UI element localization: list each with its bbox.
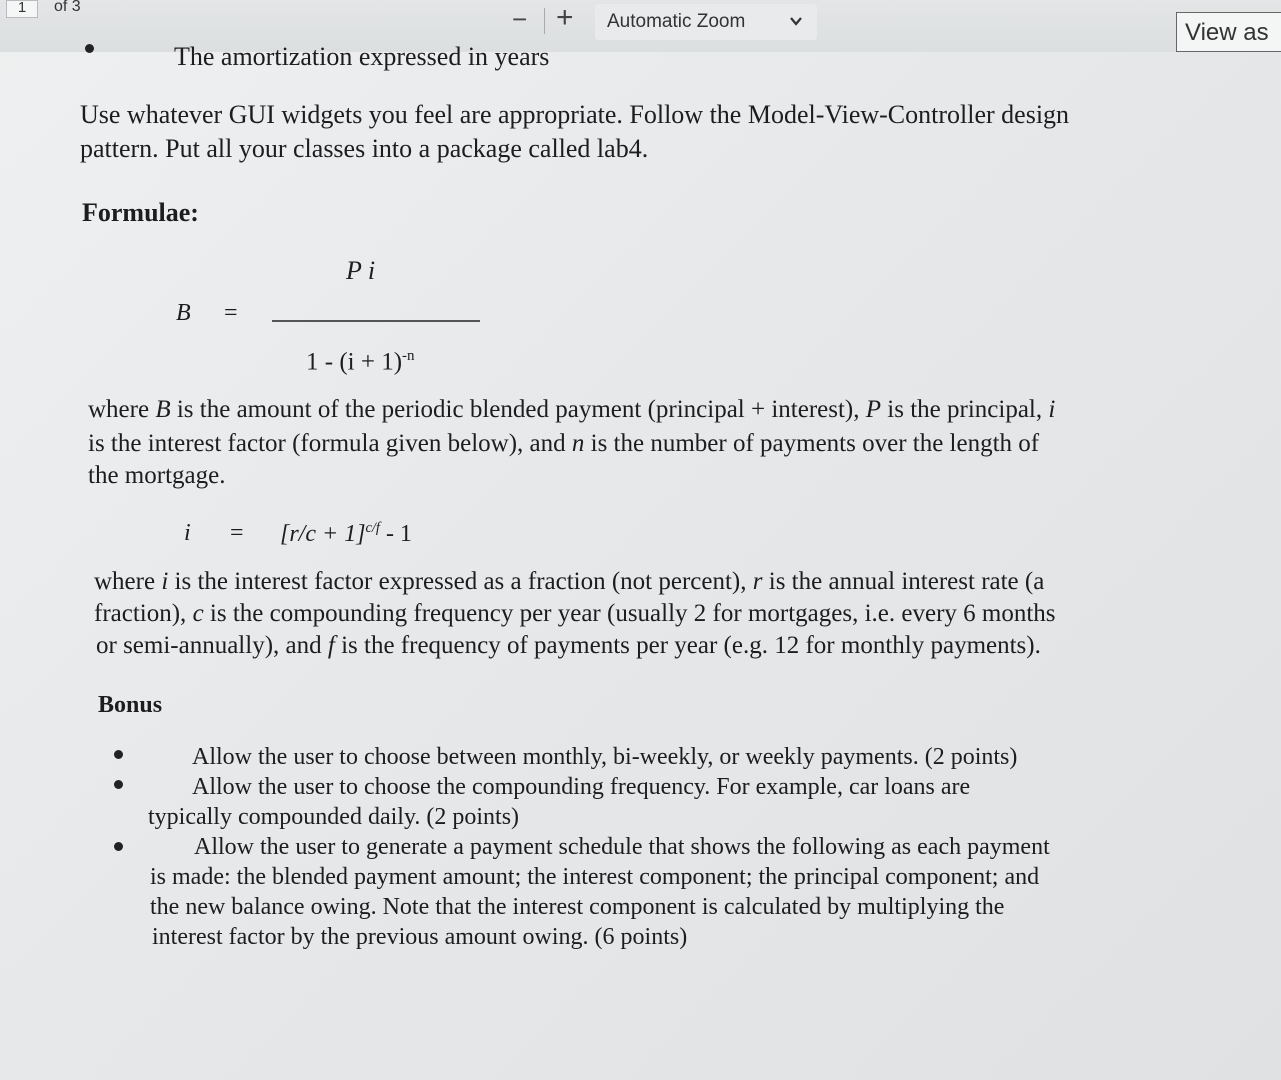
- text: is the amount of the periodic blended payment (principal + interest),: [170, 396, 866, 423]
- bullet-icon: [114, 780, 123, 789]
- page-number-input[interactable]: 1: [6, 0, 38, 18]
- zoom-out-button[interactable]: −: [512, 4, 528, 34]
- formula2-equals: =: [230, 520, 244, 546]
- bonus-item-3-line-4: interest factor by the previous amount owing. (6 points): [152, 924, 688, 950]
- text: is the frequency of payments per year (e.g. 12 for monthly payments).: [334, 632, 1041, 659]
- bonus-item-3-line-3: the new balance owing. Note that the interest component is calculated by multiplying the: [150, 894, 1005, 920]
- formula1-lhs: B: [176, 300, 191, 326]
- where2-line-1: [94, 568, 1044, 596]
- formula1-equals: =: [224, 300, 238, 326]
- bonus-item-1: Allow the user to choose between monthly, bi-weekly, or weekly payments. (2 points): [192, 744, 1018, 770]
- var-r: r: [752, 568, 763, 595]
- bullet-icon: [114, 750, 123, 759]
- bonus-heading: Bonus: [98, 692, 163, 718]
- bonus-item-3-line-1: Allow the user to generate a payment schedule that shows the following as each payment: [194, 834, 1050, 860]
- zoom-select-value: Automatic Zoom: [607, 11, 746, 32]
- where1-line-3: the mortgage.: [88, 462, 226, 489]
- text: or semi-annually), and: [96, 632, 328, 659]
- text: is the number of payments over the length of: [584, 430, 1040, 457]
- where2-line-2: [94, 600, 1056, 628]
- bullet-icon: [85, 44, 94, 53]
- where1-line-2: [88, 430, 1039, 458]
- bonus-item-2-line-2: typically compounded daily. (2 points): [148, 804, 520, 830]
- bonus-item-2-line-1: Allow the user to choose the compounding frequency. For example, car loans are: [192, 774, 971, 800]
- formula1-fraction-bar: [272, 320, 480, 322]
- var-c: c: [192, 600, 204, 627]
- var-b: B: [155, 396, 171, 423]
- var-i: i: [1048, 396, 1056, 423]
- var-n: n: [571, 430, 585, 457]
- view-as-button[interactable]: View as: [1176, 12, 1281, 52]
- var-f: f: [327, 632, 335, 659]
- text: is the principal,: [881, 396, 1049, 423]
- var-i: i: [161, 568, 169, 595]
- formula2-rhs-base: [r/c + 1]: [280, 521, 366, 547]
- text: is the annual interest rate (a: [762, 568, 1045, 595]
- bonus-item-3-line-2: is made: the blended payment amount; the interest component; the principal component; and: [150, 864, 1040, 890]
- formula1-denominator: [306, 348, 415, 376]
- bullet-amortization: The amortization expressed in years: [174, 42, 550, 71]
- formula1-denominator-exponent: -n: [402, 348, 415, 364]
- var-p: P: [865, 396, 882, 423]
- formulae-heading: Formulae:: [82, 198, 199, 227]
- formula2-lhs: i: [184, 520, 191, 546]
- text: is the interest factor (formula given below), and: [88, 430, 572, 457]
- intro-line-2: pattern. Put all your classes into a package called lab4.: [80, 134, 649, 163]
- text: fraction),: [94, 600, 193, 627]
- text: where: [94, 568, 162, 595]
- formula2-rhs-exponent: c/f: [365, 520, 380, 536]
- page-count-label: of 3: [54, 0, 81, 15]
- text: is the compounding frequency per year (usually 2 for mortgages, i.e. every 6 months: [203, 600, 1056, 627]
- formula2-rhs-tail: - 1: [379, 521, 412, 547]
- zoom-in-button[interactable]: +: [556, 1, 574, 34]
- formula1-numerator: P i: [346, 256, 376, 285]
- text: where: [88, 396, 156, 423]
- bullet-icon: [114, 842, 123, 851]
- where1-line-1: [88, 396, 1055, 424]
- intro-line-1: Use whatever GUI widgets you feel are appropriate. Follow the Model-View-Controller design: [80, 100, 1070, 129]
- text: is the interest factor expressed as a fraction (not percent),: [168, 568, 753, 595]
- formula1-denominator-base: 1 - (i + 1): [306, 348, 403, 376]
- formula2-rhs: [280, 520, 412, 548]
- where2-line-3: [96, 632, 1041, 660]
